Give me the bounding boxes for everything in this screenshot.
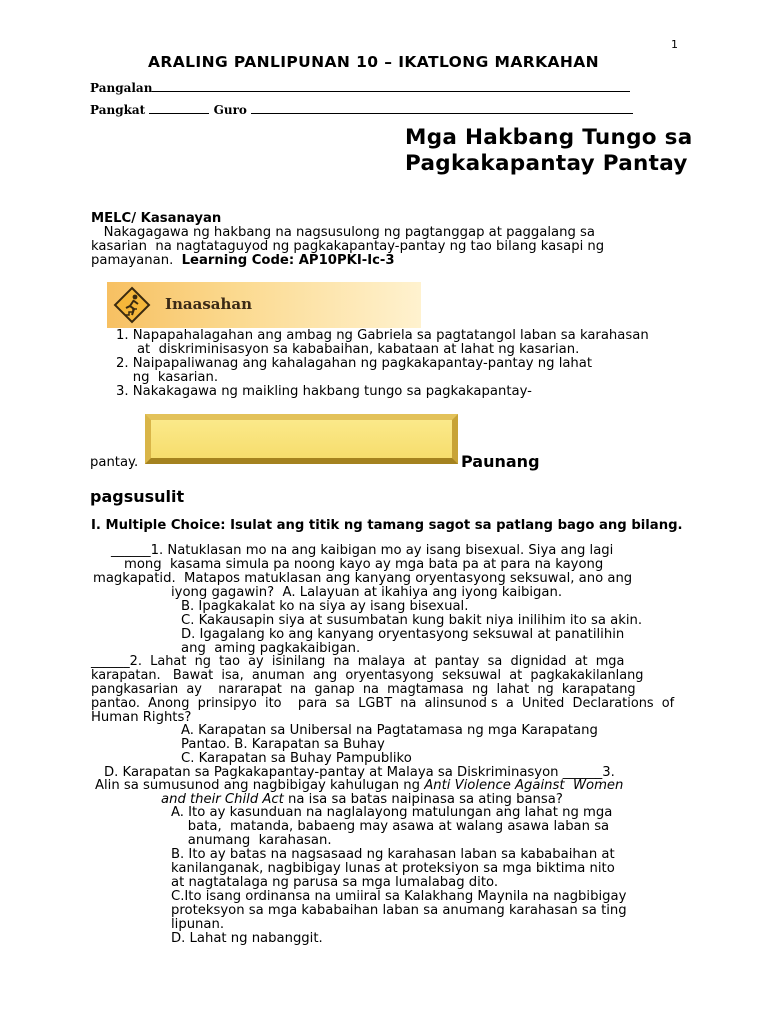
q3-choice-d: D. Lahat ng nabanggit.: [171, 931, 323, 946]
section-line: [149, 102, 209, 114]
objective-2-cont: ng kasarian.: [116, 370, 219, 385]
learning-code: Learning Code: AP10PKI-Ic-3: [181, 253, 395, 268]
q2-line1: ______2. Lahat ng tao ay isinilang na malaya at pantay sa dignidad at mga: [91, 654, 625, 669]
objective-3: 3. Nakakagawa ng maikling hakbang tungo sa pagkakapantay-: [116, 384, 532, 399]
page-title-line1: Mga Hakbang Tungo sa: [405, 125, 693, 150]
objective-3-end: pantay.: [90, 455, 139, 470]
q3-choice-c: C.Ito isang ordinansa na umiiral sa Kalakhang Maynila na nagbibigay: [171, 889, 627, 904]
pagsusulit-heading: pagsusulit: [90, 487, 185, 506]
q3-choice-a-cont2: anumang karahasan.: [171, 833, 332, 848]
teacher-label: Guro: [213, 103, 247, 117]
inaasahan-banner: [107, 282, 421, 328]
q2-choice-c: C. Karapatan sa Buhay Pampubliko: [181, 751, 412, 766]
q3-choice-c-cont1: proteksyon sa mga kababaihan laban sa anumang karahasan sa ting: [171, 903, 627, 918]
page-title-line2: Pagkakapantay Pantay: [405, 151, 688, 176]
melc-line3: [91, 254, 395, 268]
q3-choice-a: A. Ito ay kasunduan na naglalayong matulungan ang lahat ng mga: [171, 805, 613, 820]
q1-choice-c: C. Kakausapin siya at susumbatan kung bakit niya inilihim ito sa akin.: [181, 613, 643, 628]
q1-choice-d-cont: ang aming pagkakaibigan.: [181, 641, 361, 656]
q3-choice-b: B. Ito ay batas na nagsasaad ng karahasan laban sa kababaihan at: [171, 847, 615, 862]
q3-choice-c-cont2: lipunan.: [171, 917, 225, 932]
page-number: 1: [671, 38, 678, 51]
q1-line2: mong kasama simula pa noong kayo ay mga bata pa at para na kayong: [124, 557, 604, 572]
q3-choice-b-cont2: at nagtatalaga ng parusa sa mga lumalabag dito.: [171, 875, 499, 890]
page-header: ARALING PANLIPUNAN 10 – IKATLONG MARKAHAN: [148, 53, 600, 71]
instruction: I. Multiple Choice: Isulat ang titik ng tamang sagot sa patlang bago ang bilang.: [91, 518, 683, 533]
q1-line1: ______1. Natuklasan mo na ang kaibigan mo ay isang bisexual. Siya ang lagi: [111, 543, 614, 558]
melc-line2: kasarian na nagtataguyod ng pagkakapantay-pantay ng tao bilang kasapi ng: [91, 239, 605, 254]
q2-choice-d: D. Karapatan sa Pagkakapantay-pantay at Malaya sa Diskriminasyon ______3.: [104, 765, 615, 780]
q1-choice-b: B. Ipagkakalat ko na siya ay isang bisexual.: [181, 599, 469, 614]
melc-heading: MELC/ Kasanayan: [91, 211, 222, 226]
section-teacher-field: [90, 102, 633, 117]
melc-line1: Nakagagawa ng hakbang na nagsusulong ng pagtanggap at paggalang sa: [91, 225, 595, 240]
q1-line4: iyong gagawin? A. Lalayuan at ikahiya ang iyong kaibigan.: [171, 585, 563, 600]
q3-line1-text: Alin sa sumusunod ang nagbibigay kahulugan ng: [95, 778, 425, 793]
paunang-heading: Paunang: [461, 452, 540, 471]
q1-choice-d: D. Igagalang ko ang kanyang oryentasyong seksuwal at panatilihin: [181, 627, 625, 642]
q2-line5: Human Rights?: [91, 710, 192, 725]
climbing-person-icon: [113, 286, 151, 324]
inaasahan-label: Inaasahan: [165, 295, 253, 313]
name-label: Pangalan: [90, 81, 153, 95]
q3-law-title: Anti Violence Against Women: [424, 778, 624, 793]
q2-choice-a: A. Karapatan sa Unibersal na Pagtatamasa ng mga Karapatang: [181, 723, 598, 738]
q3-choice-b-cont1: kanilanganak, nagbibigay lunas at proteksiyon sa mga biktima nito: [171, 861, 615, 876]
section-label: Pangkat: [90, 103, 146, 117]
objective-1: 1. Napapahalagahan ang ambag ng Gabriela sa pagtatangol laban sa karahasan: [116, 328, 649, 343]
q1-line3: magkapatid. Matapos matuklasan ang kanyang oryentasyong seksuwal, ano ang: [93, 571, 633, 586]
q3-line1: [95, 779, 623, 793]
name-line: [152, 80, 630, 92]
paunang-box: [145, 414, 458, 464]
q2-line3: pangkasarian ay nararapat na ganap na magtamasa ng lahat ng karapatang: [91, 682, 636, 697]
objective-2: 2. Naipapaliwanag ang kahalagahan ng pagkakapantay-pantay ng lahat: [116, 356, 593, 371]
q3-line2-text: na isa sa batas naipinasa sa ating bansa?: [283, 792, 563, 807]
objective-1-cont: at diskriminisasyon sa kababaihan, kabataan at lahat ng kasarian.: [116, 342, 580, 357]
q2-line4: pantao. Anong prinsipyo ito para sa LGBT na alinsunod s a United Declarations of: [91, 696, 675, 711]
q2-choice-a-cont: Pantao. B. Karapatan sa Buhay: [181, 737, 385, 752]
q2-line2: karapatan. Bawat isa, anuman ang oryentasyong seksuwal at pagkakakilanlang: [91, 668, 644, 683]
q3-law-title-cont: and their Child Act: [161, 792, 284, 807]
q3-choice-a-cont1: bata, matanda, babaeng may asawa at walang asawa laban sa: [171, 819, 610, 834]
teacher-line: [251, 102, 633, 114]
name-field: [90, 80, 630, 95]
melc-line3-text: pamayanan.: [91, 253, 174, 268]
